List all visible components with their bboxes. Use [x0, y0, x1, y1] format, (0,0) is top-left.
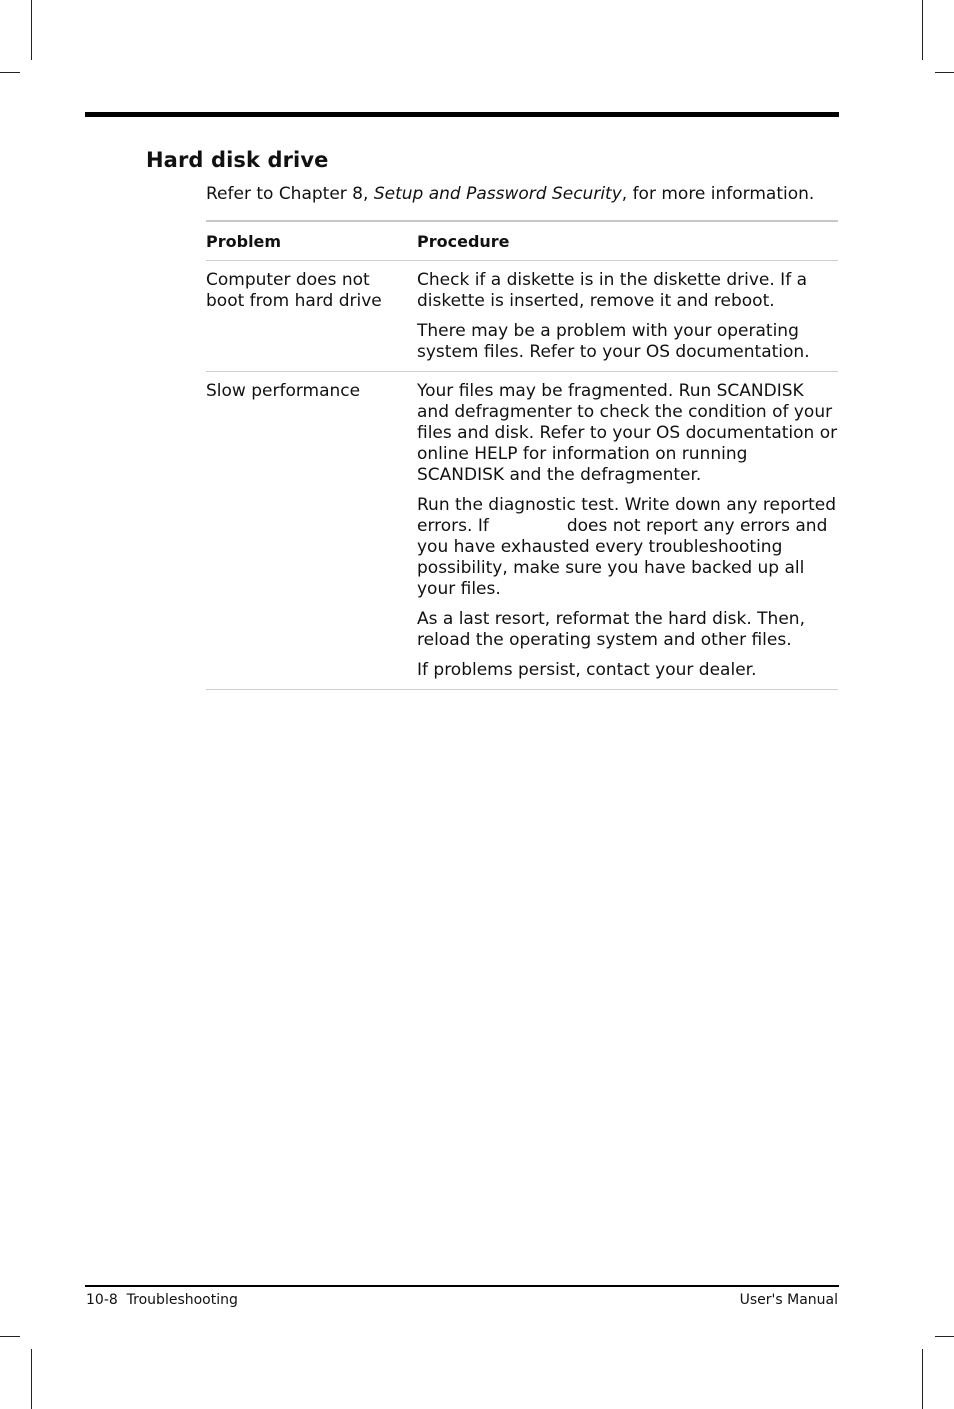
footer-manual-title: User's Manual: [739, 1292, 838, 1308]
table-row: [206, 261, 838, 371]
table-rule: [206, 689, 838, 690]
crop-mark: [935, 1336, 954, 1337]
footer-rule: [85, 1285, 839, 1287]
column-header-problem: Problem: [206, 231, 282, 251]
chapter-reference: Setup and Password Security: [373, 184, 622, 204]
procedure-step: Check if a diskette is in the diskette drive. If a diskette is inserted, remove it and reboot.: [417, 270, 807, 311]
procedure-step: There may be a problem with your operating system files. Refer to your OS documentation.: [417, 321, 810, 362]
procedure-step-end: does not report any errors and you have exhausted every troubleshooting possibility, make sure you have backed up all your files.: [417, 516, 828, 599]
crop-mark: [31, 1349, 32, 1409]
procedure-step-start: Run the diagnostic test. Write down any reported errors. If: [417, 495, 837, 536]
procedure-step: If problems persist, contact your dealer.: [417, 660, 757, 680]
intro-text: [206, 184, 814, 204]
procedure-step: Your files may be fragmented. Run SCANDISK and defragmenter to check the condition of your files and disk. Refer to your OS documentation or online HELP for information on running SCANDISK and the defragmenter.: [417, 381, 838, 485]
crop-mark: [0, 1336, 20, 1337]
procedure-step: [417, 495, 838, 600]
procedure-cell: [417, 270, 838, 363]
table-row: [206, 372, 838, 689]
intro-suffix: , for more information.: [621, 184, 815, 204]
troubleshooting-table: [206, 220, 838, 690]
header-rule: [85, 112, 839, 117]
crop-mark: [31, 0, 32, 60]
problem-cell: Computer does not boot from hard drive: [206, 270, 382, 311]
intro-prefix: Refer to Chapter 8,: [206, 184, 374, 204]
column-header-procedure: Procedure: [417, 231, 510, 251]
section-title: Hard disk drive: [146, 148, 329, 172]
footer-page-label: 10-8 Troubleshooting: [86, 1292, 238, 1308]
problem-cell: Slow performance: [206, 381, 361, 401]
table-header: [206, 222, 838, 260]
procedure-step: As a last resort, reformat the hard disk. Then, reload the operating system and other files.: [417, 609, 805, 650]
crop-mark: [922, 0, 923, 60]
crop-mark: [922, 1349, 923, 1409]
crop-mark: [0, 72, 20, 73]
crop-mark: [935, 72, 954, 73]
procedure-cell: [417, 381, 838, 681]
